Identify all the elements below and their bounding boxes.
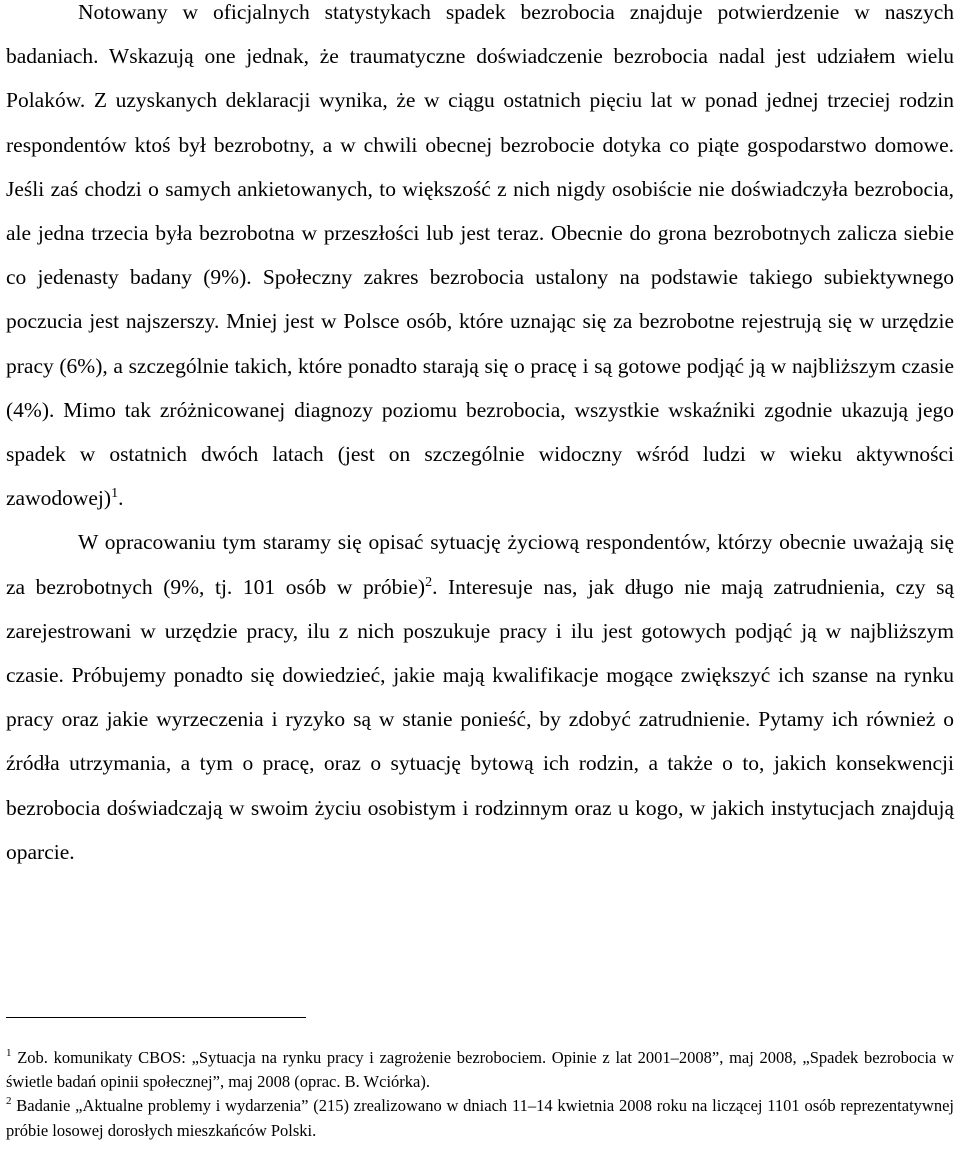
paragraph-2 [6, 520, 954, 874]
paragraph-1-end: . [118, 486, 124, 511]
footnote-2-text: Badanie „Aktualne problemy i wydarzenia” (215) zrealizowano w dniach 11–14 kwietnia 2008 roku na liczącej 1101 osób reprezentatywnej próbie losowej dorosłych mieszkańców Polski. [6, 1096, 954, 1140]
paragraph-1-text: Notowany w oficjalnych statystykach spadek bezrobocia znajduje potwierdzenie w naszych badaniach. Wskazują one jednak, że traumatyczne doświadczenie bezrobocia nadal jest udziałem wielu Polaków. Z uzyskanych deklaracji wynika, że w ciągu ostatnich pięciu lat w ponad jednej trzeciej rodzin respondentów ktoś był bezrobotny, a w chwili obecnej bezrobocie dotyka co piąte gospodarstwo domowe. Jeśli zaś chodzi o samych ankietowanych, to większość z nich nigdy osobiście nie doświadczyła bezrobocia, ale jedna trzecia była bezrobotna w przeszłości lub jest teraz. Obecnie do grona bezrobotnych zalicza siebie co jedenasty badany (9%). Społeczny zakres bezrobocia ustalony na podstawie takiego subiektywnego poczucia jest najszerszy. Mniej jest w Polsce osób, które uznając się za bezrobotne rejestrują się w urzędzie pracy (6%), a szczególnie takich, które ponadto starają się o pracę i są gotowe podjąć ją w najbliższym czasie (4%). Mimo tak zróżnicowanej diagnozy poziomu bezrobocia, wszystkie wskaźniki zgodnie ukazują jego spadek w ostatnich dwóch latach (jest on szczególnie widoczny wśród ludzi w wieku aktywności zawodowej) [6, 0, 954, 511]
footnote-1-text: Zob. komunikaty CBOS: „Sytuacja na rynku pracy i zagrożenie bezrobociem. Opinie z lat 2001–2008”, maj 2008, „Spadek bezrobocia w świetle badań opinii społecznej”, maj 2008 (oprac. B. Wciórka). [6, 1048, 954, 1092]
document-body [6, 0, 954, 874]
paragraph-2-text-rest: . Interesuje nas, jak długo nie mają zatrudnienia, czy są zarejestrowani w urzędzie pracy, ilu z nich poszukuje pracy i ilu jest gotowych podjąć ją w najbliższym czasie. Próbujemy ponadto się dowiedzieć, jakie mają kwalifikacje mogące zwiększyć ich szanse na rynku pracy oraz jakie wyrzeczenia i ryzyko są w stanie ponieść, by zdobyć zatrudnienie. Pytamy ich również o źródła utrzymania, a tym o pracę, oraz o sytuację bytową ich rodzin, a także o to, jakich konsekwencji bezrobocia doświadczają w swoim życiu osobistym i rodzinnym oraz u kogo, w jakich instytucjach znajdują oparcie. [6, 574, 954, 864]
footnote-1 [6, 1046, 954, 1094]
footnote-separator [6, 1017, 306, 1018]
footnote-ref-2[interactable]: 2 [425, 574, 433, 590]
footnote-marker-2: 2 [6, 1095, 12, 1108]
footnote-marker-1: 1 [6, 1047, 12, 1059]
footnotes [6, 1046, 954, 1143]
paragraph-1 [6, 0, 954, 520]
footnote-ref-1[interactable]: 1 [111, 486, 119, 502]
paragraph-2-text-start: W opracowaniu tym staramy się opisać sytuację życiową respondentów, którzy obecnie uważają się za bezrobotnych (9%, tj. 101 osób w próbie) [6, 530, 954, 599]
footnote-2 [6, 1094, 954, 1142]
